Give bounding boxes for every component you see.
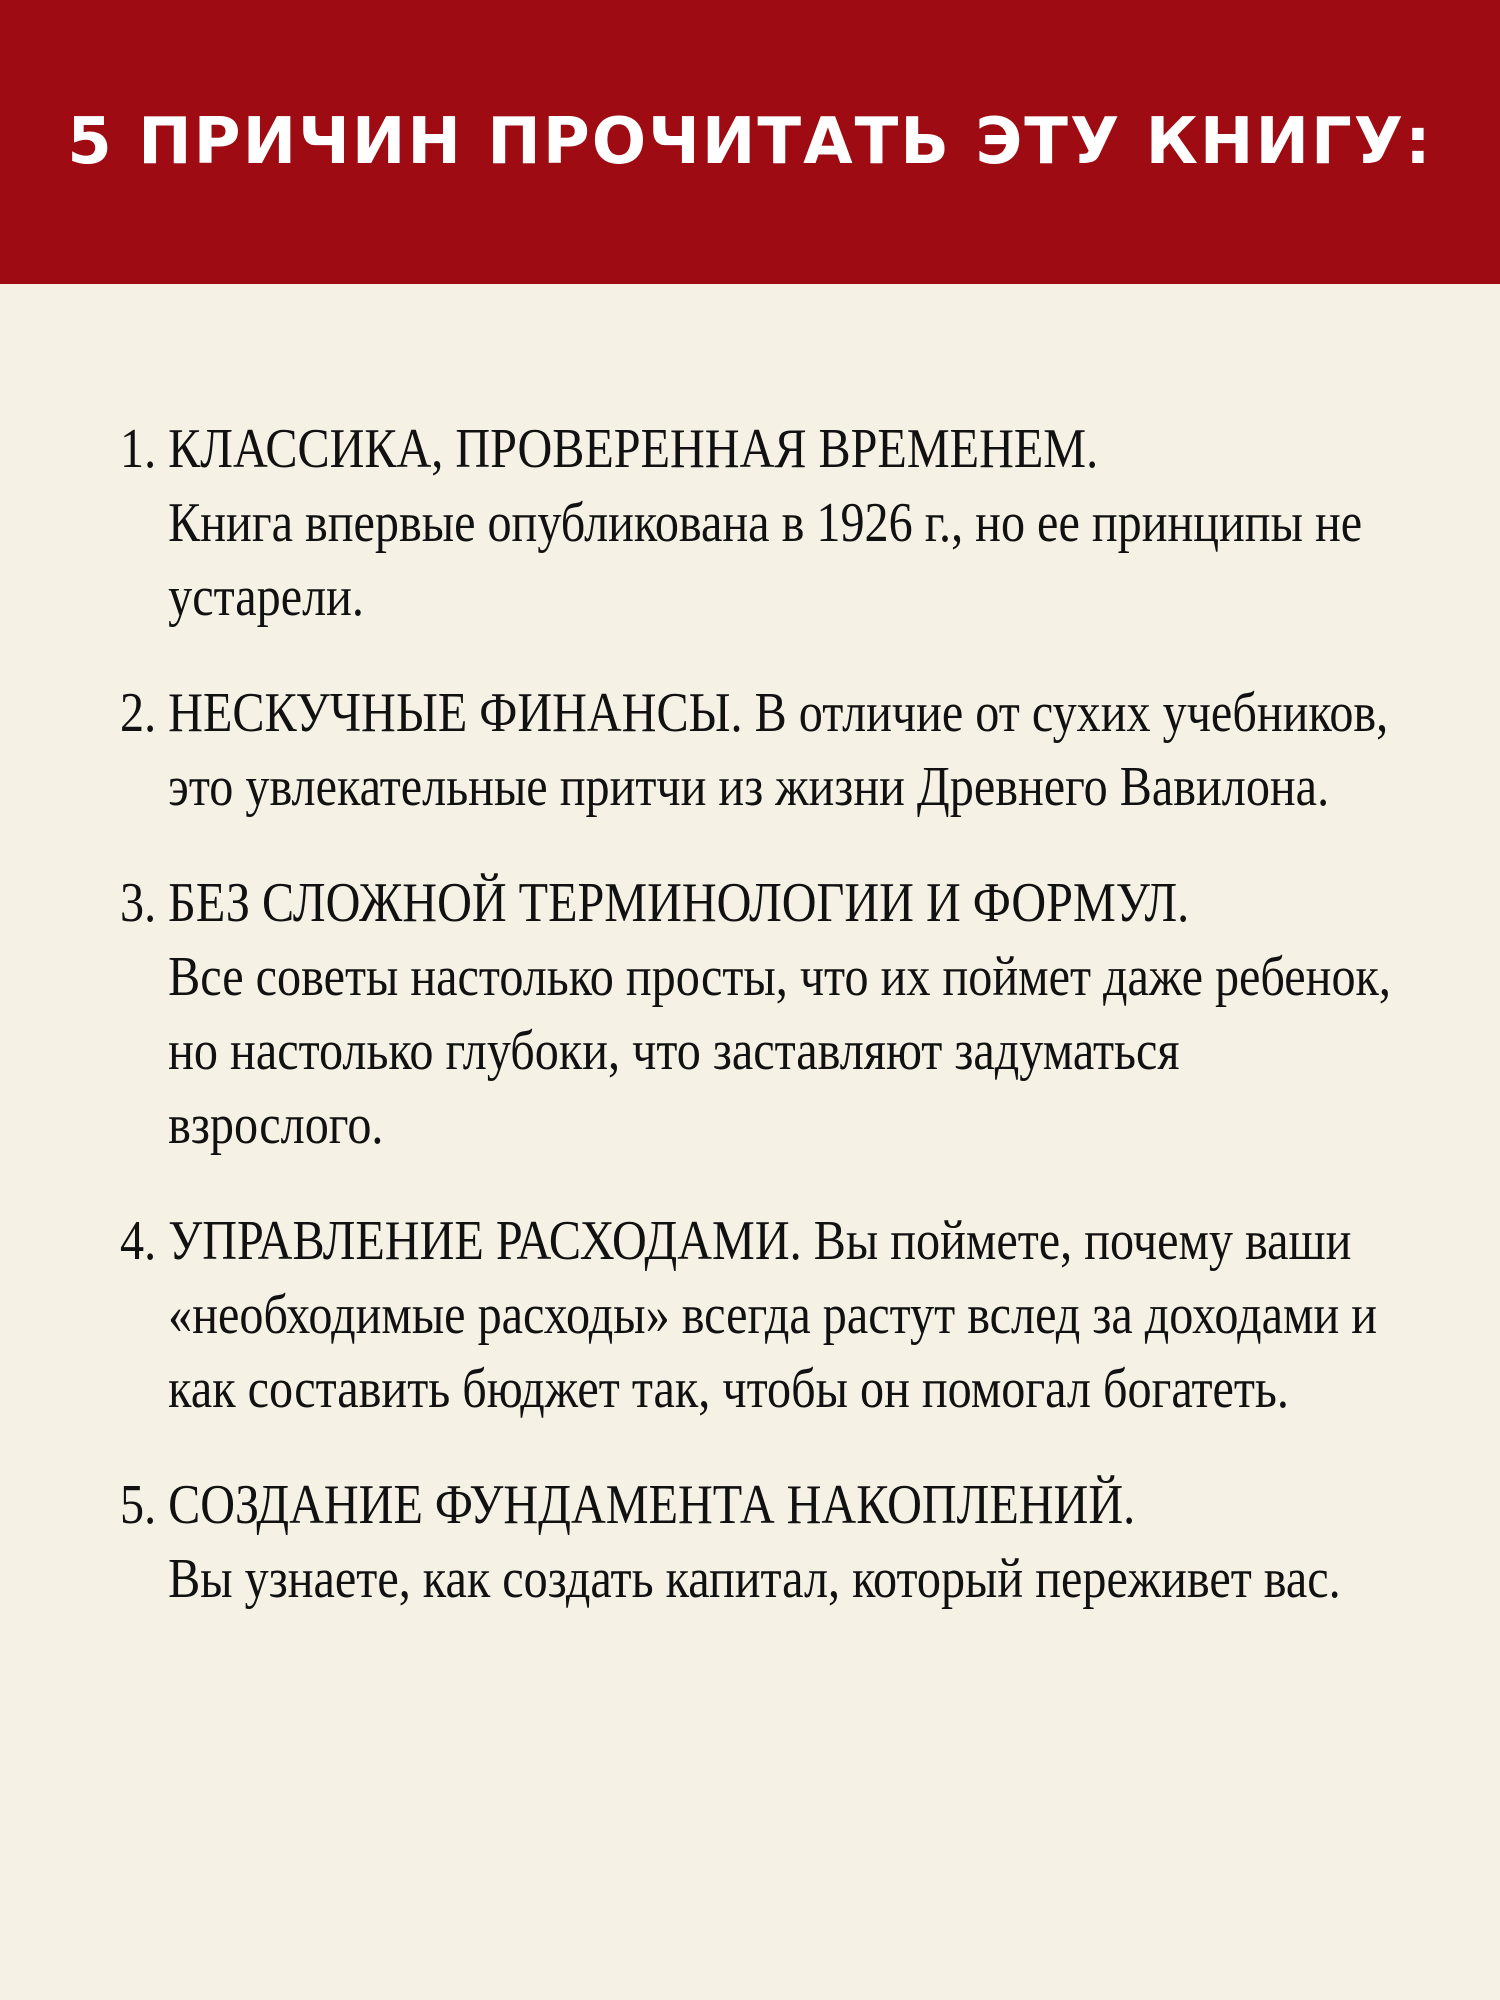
page-title: 5 ПРИЧИН ПРОЧИТАТЬ ЭТУ КНИГУ: xyxy=(67,105,1433,179)
reason-text: В отличие от сухих учебников, это увлекательные притчи из жизни Древнего Вавилона. xyxy=(168,682,1389,818)
reason-number: 2. xyxy=(120,682,157,744)
reason-number: 4. xyxy=(120,1210,157,1272)
title-banner xyxy=(0,0,1500,284)
reason-item xyxy=(120,412,1407,634)
reason-heading: БЕЗ СЛОЖНОЙ ТЕРМИНОЛОГИИ И ФОРМУЛ. xyxy=(168,872,1190,934)
reason-item xyxy=(120,1468,1407,1616)
reason-number: 1. xyxy=(120,418,157,480)
reason-text: Вы узнаете, как создать капитал, который переживет вас. xyxy=(168,1548,1341,1610)
reason-text: Книга впервые опубликована в 1926 г., но ее принципы не устарели. xyxy=(168,492,1363,628)
reason-item xyxy=(120,1204,1407,1426)
reason-heading: КЛАССИКА, ПРОВЕРЕННАЯ ВРЕМЕНЕМ. xyxy=(168,418,1099,480)
reason-item xyxy=(120,866,1407,1162)
reason-text: Все советы настолько просты, что их поймет даже ребенок, но настолько глубоки, что заставляют задуматься взрослого. xyxy=(168,946,1391,1156)
reason-number: 5. xyxy=(120,1474,157,1536)
reason-heading: СОЗДАНИЕ ФУНДАМЕНТА НАКОПЛЕНИЙ. xyxy=(168,1474,1136,1536)
reason-heading: УПРАВЛЕНИЕ РАСХОДАМИ. xyxy=(168,1210,802,1272)
reasons-list xyxy=(120,412,1410,1658)
reason-item xyxy=(120,676,1407,824)
reason-heading: НЕСКУЧНЫЕ ФИНАНСЫ. xyxy=(168,682,743,744)
reason-number: 3. xyxy=(120,872,157,934)
reason-text: Вы поймете, почему ваши «необходимые расходы» всегда растут вслед за доходами и как составить бюджет так, чтобы он помогал богатеть. xyxy=(168,1210,1378,1420)
